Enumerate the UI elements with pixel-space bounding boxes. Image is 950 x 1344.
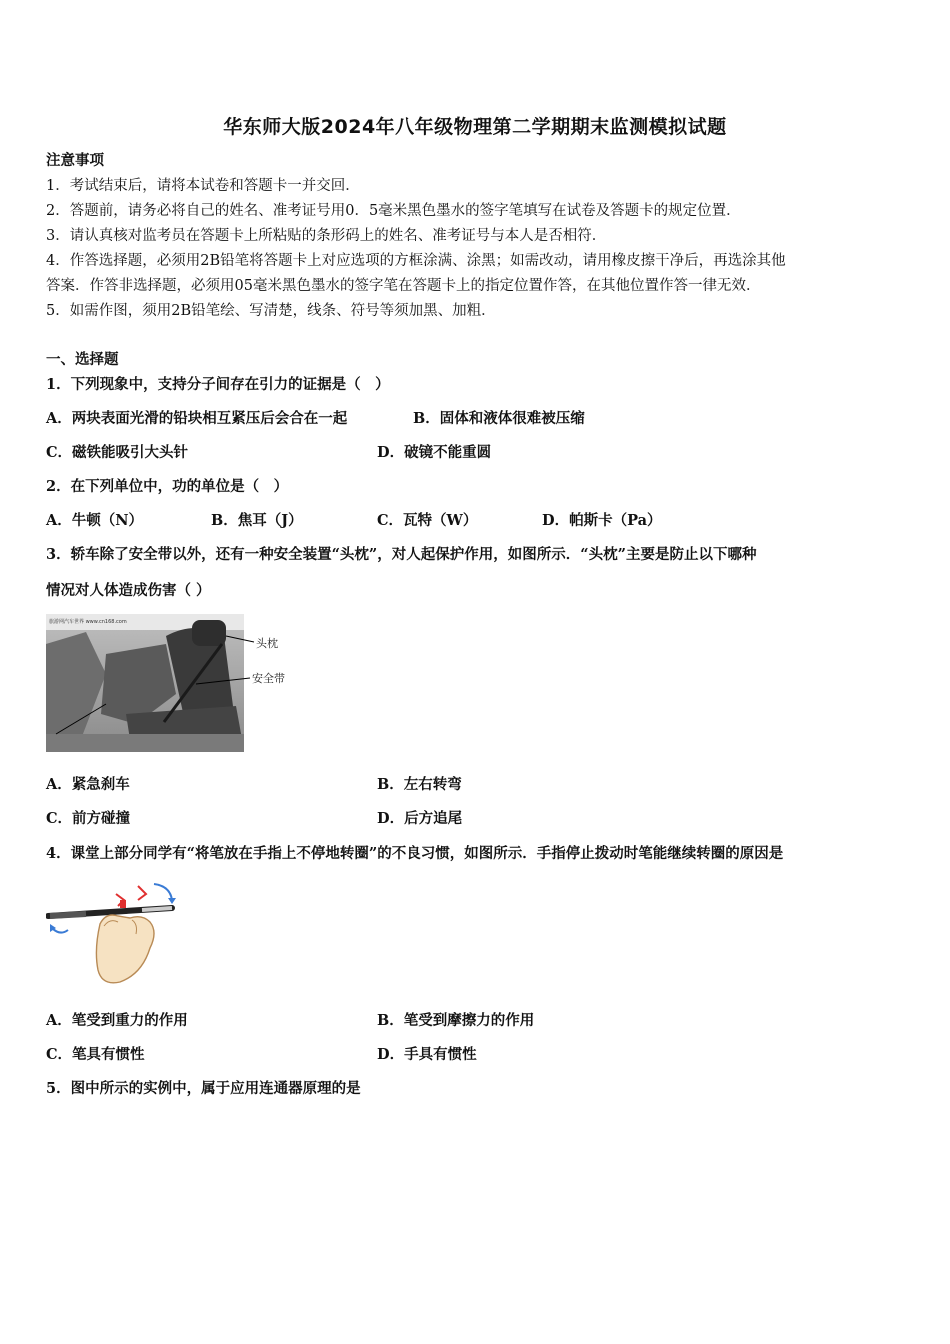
q3-option-c[interactable]: C．前方碰撞 (46, 810, 131, 827)
page-title: 华东师大版2024年八年级物理第二学期期末监测模拟试题 (223, 116, 727, 138)
q4-option-b[interactable]: B．笔受到摩擦力的作用 (377, 1012, 535, 1029)
notice-item: 5．如需作图，须用2B铅笔绘、写清楚，线条、符号等须加黑、加粗． (46, 303, 496, 319)
q1-option-d[interactable]: D．破镜不能重圆 (377, 444, 492, 461)
q4-option-d[interactable]: D．手具有惯性 (377, 1046, 477, 1063)
q1-option-a[interactable]: A．两块表面光滑的铅块相互紧压后会合在一起 (46, 410, 348, 427)
q1-option-c[interactable]: C．磁铁能吸引大头针 (46, 444, 189, 461)
figure-watermark: 旅游网汽车世界 www.cn168.com (49, 619, 127, 625)
q3-option-d[interactable]: D．后方追尾 (377, 810, 463, 827)
car-seat-illustration (46, 614, 296, 754)
q3-option-a[interactable]: A．紧急刹车 (46, 776, 130, 793)
question-3-stem: 3．轿车除了安全带以外，还有一种安全装置“头枕”，对人起保护作用，如图所示．“头枕”主要是防止以下哪种 (46, 546, 757, 563)
q2-option-d[interactable]: D．帕斯卡（Pa） (542, 512, 662, 529)
q1-option-b[interactable]: B．固体和液体很难被压缩 (413, 410, 585, 427)
section-heading: 一、选择题 (46, 351, 119, 368)
car-seat-figure (46, 614, 296, 754)
question-2-stem: 2．在下列单位中，功的单位是（ ） (46, 478, 289, 495)
label-seatbelt: 安全带 (252, 672, 285, 685)
pen-hand-illustration (46, 878, 186, 990)
q3-option-b[interactable]: B．左右转弯 (377, 776, 462, 793)
q2-option-c[interactable]: C．瓦特（W） (377, 512, 478, 529)
notice-heading: 注意事项 (46, 152, 104, 169)
pen-spinning-figure (46, 878, 186, 990)
notice-item: 答案．作答非选择题，必须用05毫米黑色墨水的签字笔在答题卡上的指定位置作答，在其他位置作答一律无效． (46, 278, 761, 294)
notice-item: 3．请认真核对监考员在答题卡上所粘贴的条形码上的姓名、准考证号与本人是否相符． (46, 228, 607, 244)
question-1-stem: 1．下列现象中，支持分子间存在引力的证据是（ ） (46, 376, 390, 393)
question-4-stem: 4．课堂上部分同学有“将笔放在手指上不停地转圈”的不良习惯，如图所示．手指停止拨动时笔能继续转圈的原因是 (46, 845, 784, 862)
notice-item: 2．答题前，请务必将自己的姓名、准考证号用0．5毫米黑色墨水的签字笔填写在试卷及答题卡的规定位置． (46, 203, 741, 219)
notice-item: 1．考试结束后，请将本试卷和答题卡一并交回． (46, 178, 360, 194)
q4-option-a[interactable]: A．笔受到重力的作用 (46, 1012, 188, 1029)
q2-option-a[interactable]: A．牛顿（N） (46, 512, 144, 529)
notice-item: 4．作答选择题，必须用2B铅笔将答题卡上对应选项的方框涂满、涂黑；如需改动，请用橡皮擦干净后，再选涂其他 (46, 253, 786, 269)
q2-option-b[interactable]: B．焦耳（J） (211, 512, 303, 529)
question-5-stem: 5．图中所示的实例中，属于应用连通器原理的是 (46, 1080, 361, 1097)
question-3-stem-cont: 情况对人体造成伤害（ ） (46, 582, 211, 599)
q4-option-c[interactable]: C．笔具有惯性 (46, 1046, 145, 1063)
label-headrest: 头枕 (256, 637, 278, 650)
